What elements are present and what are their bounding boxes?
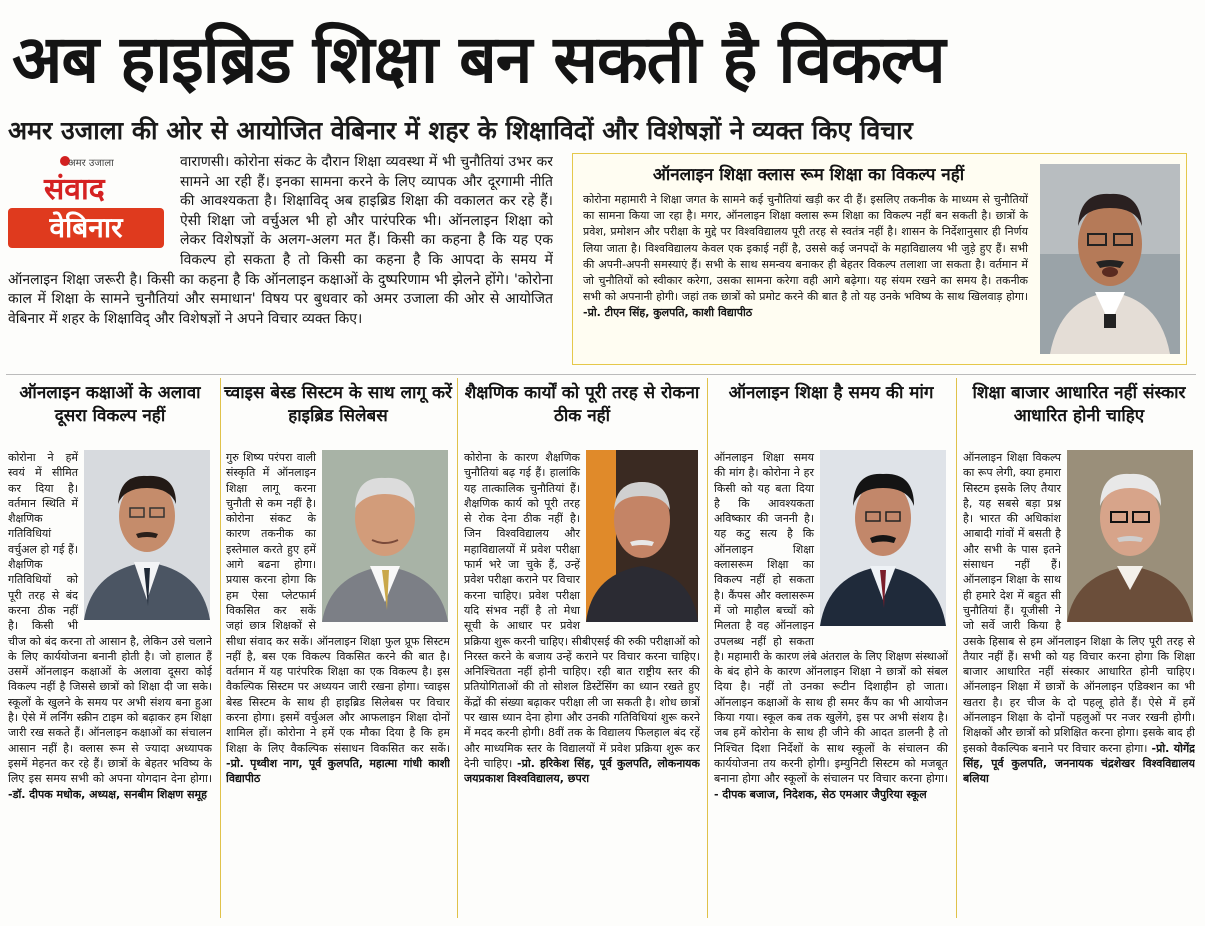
column-body: ऑनलाइन शिक्षा विकल्प का रूप लेगी, क्या हमारा सिस्टम इसके लिए तैयार है, यह सबसे बड़ा प्रश्न है। भारत की अधिकांश आबादी गांवों में बसती है और सभी के पास इतने संसाधन नहीं हैं। ऑनलाइन शिक्षा के साथ ही हमारे देश में बहुत सी चुनौतियां हैं। यूजीसी ने जो सर्वे जारी किया है उसके हिसाब से हम ऑनलाइन शिक्षा के लिए पूरी तरह से तैयार नहीं हैं। सभी को यह विचार करना होगा कि शिक्षा बाजार आधारित नहीं संस्कार आधारित होनी चाहिए। ऑनलाइन शिक्षा में छात्रों के ऑनलाइन एडिक्शन का भी खतरा है। हर चीज के दो पहलू होते हैं। ऐसे में हमें ऑनलाइन शिक्षा के दोनों पहलुओं पर नजर रखनी होगी। शिक्षकों और छात्रों को प्रशिक्षित करना होगा। इसके बाद ही इसको वैकल्पिक बनाने पर विचार करना होगा। (963, 451, 1195, 755)
column-signature: -प्रो. पृथ्वीश नाग, पूर्व कुलपति, महात्मा गांधी काशी विद्यापीठ (226, 756, 450, 786)
featured-text: कोरोना महामारी ने शिक्षा जगत के सामने कई चुनौतियां खड़ी कर दी हैं। इसलिए तकनीक के माध्यम से चुनौतियों का सामना किया जा रहा है। मगर, ऑनलाइन शिक्षा क्लास रूम शिक्षा का विकल्प नहीं बन सकती है। छात्रों के प्रवेश, प्रमोशन और परीक्षा के मुद्दे पर विश्वविद्यालय पूरी तरह से स्वतंत्र नहीं है। शासन के निर्देशानुसार ही निर्णय लिया जाता है। विश्वविद्यालय केवल एक इकाई नहीं है, उससे कई जनपदों के महाविद्यालय भी जुड़े हुए हैं। सभी की अपनी-अपनी समस्याएं हैं। सभी के साथ समन्वय बनाकर ही बेहतर विकल्प तलाशा जा सकता है। वर्तमान में जो चुनौतियों को स्वीकार करेगा, उसका सामना करेगा वही आगे बढ़ेगा। यह संयम रखने का समय है। तकनीक सभी को अपनानी होगी। जहां तक छात्रों को प्रमोट करने की बात है तो यह उनके भविष्य के साथ खिलवाड़ होगा। (583, 193, 1028, 304)
featured-body (583, 192, 1028, 322)
samvad-webinar-logo (8, 153, 168, 251)
column-body: कोरोना के कारण शैक्षणिक चुनौतियां बढ़ गई हैं। हालांकि यह तात्कालिक चुनौतियां हैं। शैक्षणिक कार्य को पूरी तरह से रोक देना ठीक नहीं है। जिन विश्वविद्यालय और महाविद्यालयों में प्रवेश परीक्षा फार्म भरे जा चुके हैं, उन्हें प्रवेश परीक्षा कराने पर विचार करना चाहिए। प्रवेश परीक्षा यदि संभव नहीं है तो मेधा सूची के आधार पर प्रवेश प्रक्रिया शुरू करनी चाहिए। सीबीएसई की रुकी परीक्षाओं को निरस्त करने के बजाय उन्हें कराने पर विचार करना चाहिए। अनिश्चितता नहीं होनी चाहिए। रही बात राष्ट्रीय स्तर की प्रतियोगिताओं की तो सोशल डिस्टेंसिंग का ध्यान रखते हुए केंद्रों की संख्या बढ़ाकर परीक्षा ली जा सकती है। शोध छात्रों पर खास ध्यान देना होगा और उनकी गतिविधियां शुरू करने में मदद करनी होगी। 8वीं तक के विद्यालय फिलहाल बंद रहें और माध्यमिक स्तर के विद्यालयों में प्रवेश प्रक्रिया शुरू कर देनी चाहिए। (464, 451, 700, 770)
opinion-column-5 (959, 378, 1199, 918)
opinion-column-4 (710, 378, 952, 918)
opinion-column-1 (4, 378, 216, 918)
section-divider (6, 374, 1196, 375)
column-body: ऑनलाइन शिक्षा समय की मांग है। कोरोना ने हर किसी को यह बता दिया है कि आवश्यकता अविष्कार की जननी है। यह कटु सत्य है कि ऑनलाइन शिक्षा क्लासरूम शिक्षा का विकल्प नहीं हो सकता है। कैंपस और क्लासरूम में जो माहौल बच्चों को मिलता है वह ऑनलाइन उपलब्ध नहीं हो सकता है। महामारी के कारण लंबे अंतराल के लिए शिक्षण संस्थाओं के बंद होने के कारण ऑनलाइन शिक्षा ने छात्रों को संबल दिया है। नहीं तो उनका रूटीन दिशाहीन हो जाता। ऑनलाइन कक्षाओं के साथ ही समर कैंप का भी आयोजन किया गया। स्कूल कब तक खुलेंगे, इस पर अभी संशय है। जब हमें कोरोना के साथ ही जीने की आदत डालनी है तो निश्चित दिशा निर्देशों के साथ स्कूलों के संचालन की कार्ययोजना तय करनी होगी। इम्युनिटी सिस्टम को मजबूत बनाना होगा और स्कूलों के संचालन पर विचार करना होगा। (714, 451, 948, 786)
logo-brand: अमर उजाला (68, 158, 114, 169)
logo-samvad: संवाद (44, 172, 105, 207)
speaker-photo-deepak-madhok (84, 450, 210, 620)
column-divider (956, 378, 957, 918)
column-signature: - दीपक बजाज, निदेशक, सेठ एमआर जैपुरिया स्कूल (714, 787, 927, 801)
column-heading: शैक्षणिक कार्यों को पूरी तरह से रोकना ठीक नहीं (464, 383, 700, 426)
featured-heading: ऑनलाइन शिक्षा क्लास रूम शिक्षा का विकल्प नहीं (652, 165, 965, 185)
column-heading: शिक्षा बाजार आधारित नहीं संस्कार आधारित होनी चाहिए (972, 383, 1186, 426)
column-heading: च्वाइस बेस्ड सिस्टम के साथ लागू करें हाइब्रिड सिलेबस (224, 383, 452, 426)
featured-signature: -प्रो. टीएन सिंह, कुलपति, काशी विद्यापीठ (583, 306, 753, 320)
column-body: गुरु शिष्य परंपरा वाली संस्कृति में ऑनलाइन शिक्षा लागू करना चुनौती से कम नहीं है। कोरोना संकट के कारण तकनीक का इस्तेमाल करते हुए हमें आगे बढना होगा। प्रयास करना होगा कि हम ऐसा प्लेटफार्म विकसित कर सकें जहां छात्र शिक्षकों से सीधा संवाद कर सकें। ऑनलाइन शिक्षा फुल प्रूफ सिस्टम नहीं है, बस एक विकल्प विकसित करने की बात है। वर्तमान में यह पारंपरिक शिक्षा का एक विकल्प है। इस वैकल्पिक सिस्टम पर अध्ययन जारी रखना होगा। च्वाइस बेस्ड सिस्टम के साथ ही हाइब्रिड सिलेबस पर विचार करना होगा। इसमें वर्चुअल और आफलाइन शिक्षा दोनों शामिल हों। कोरोना ने हमें एक मौका दिया है कि हम शिक्षा के लिए वैकल्पिक संसाधन विकसित कर सकें। (226, 451, 450, 755)
speaker-photo-yogendra-singh (1067, 450, 1193, 622)
column-divider (220, 378, 221, 918)
featured-opinion-box (572, 153, 1187, 365)
column-signature: -डॉ. दीपक मधोक, अध्यक्ष, सनबीम शिक्षण समूह (8, 787, 207, 801)
logo-webinar: वेबिनार (8, 208, 164, 248)
opinion-column-2 (222, 378, 454, 918)
speaker-photo-deepak-bajaj (820, 450, 946, 626)
subheadline: अमर उजाला की ओर से आयोजित वेबिनार में शहर के शिक्षाविदों और विशेषज्ञों ने व्यक्त किए विचार (8, 116, 913, 145)
speaker-photo-prithvish-nag (322, 450, 448, 622)
column-heading: ऑनलाइन शिक्षा है समय की मांग (728, 383, 934, 403)
speaker-photo-tn-singh (1040, 164, 1180, 354)
column-signature: -प्रो. योगेंद्र सिंह, पूर्व कुलपति, जननायक चंद्रशेखर विश्वविद्यालय बलिया (963, 741, 1195, 786)
column-body: कोरोना ने हमें स्वयं में सीमित कर दिया है। वर्तमान स्थिति में शैक्षणिक गतिविधियां वर्चुअल हो गई हैं। शैक्षणिक गतिविधियों को पूरी तरह से बंद करना ठीक नहीं है। किसी भी चीज को बंद करना तो आसान है, लेकिन उसे चलाने के लिए कार्ययोजना बनानी होती है। जो हालात हैं उसमें ऑनलाइन कक्षाओं के अलावा दूसरा कोई विकल्प नहीं है जिससे छात्रों को शिक्षा दी जा सके। स्कूलों के खुलने के समय पर अभी संशय बना हुआ है। ऐसे में लर्निंग स्क्रीन टाइम को बढ़ाकर हम शिक्षा जारी रख सकते हैं। ऑनलाइन कक्षाओं का संचालन आसान नहीं है। क्लास रूम से ज्यादा अध्यापक इसमें मेहनत कर रहे हैं। छात्रों के बेहतर भविष्य के लिए इस समय सभी को अपना योगदान देना होगा। (8, 451, 212, 786)
speaker-photo-harikesh-singh (586, 450, 698, 622)
opinion-column-3 (460, 378, 704, 918)
intro-text: वाराणसी। कोरोना संकट के दौरान शिक्षा व्यवस्था में भी चुनौतियां उभर कर सामने आ रही हैं। इनका सामना करने के लिए व्यापक और दूरगामी नीति की आवश्यकता है। शिक्षाविद् अब हाइब्रिड शिक्षा की वकालत कर रहे हैं। ऐसी शिक्षा जो वर्चुअल भी हो और पारंपरिक भी। ऑनलाइन शिक्षा को लेकर विशेषज्ञों के अलग-अलग मत हैं। किसी का कहना है कि यह एक विकल्प हो सकता है तो किसी का कहना है कि आपदा के समय में ऑनलाइन शिक्षा जरूरी है। किसी का कहना है कि ऑनलाइन कक्षाओं के दुष्परिणाम भी झेलने होंगे। 'कोरोना काल में शिक्षा के सामने चुनौतियां और समाधान' विषय पर बुधवार को अमर उजाला की ओर से आयोजित वेबिनार में शहर के शिक्षाविद् और विशेषज्ञों ने अपने विचार व्यक्त किए। (8, 154, 553, 327)
headline: अब हाइब्रिड शिक्षा बन सकती है विकल्प (12, 21, 945, 98)
column-divider (457, 378, 458, 918)
column-heading: ऑनलाइन कक्षाओं के अलावा दूसरा विकल्प नहीं (19, 383, 201, 426)
column-signature: -प्रो. हरिकेश सिंह, पूर्व कुलपति, लोकनायक जयप्रकाश विश्वविद्यालय, छपरा (464, 756, 700, 786)
column-divider (707, 378, 708, 918)
